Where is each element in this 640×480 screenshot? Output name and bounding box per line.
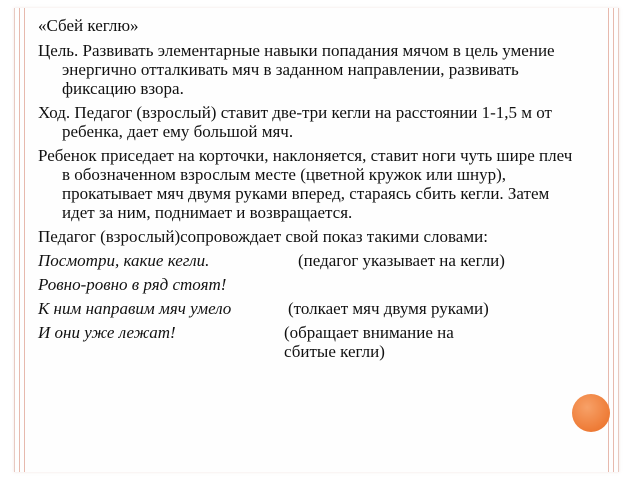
slide-content xyxy=(38,16,578,366)
orange-circle-decoration xyxy=(572,394,610,432)
verse-text: К ним направим мяч умело xyxy=(38,299,232,318)
verse-note: (толкает мяч двумя руками) xyxy=(288,299,489,318)
goal-paragraph: Цель. Развивать элементарные навыки попадания мячом в цель умение энергично отталкивать мяч в заданном направлении, развивать фиксацию взора. xyxy=(38,41,555,98)
verse-text: Посмотри, какие кегли. xyxy=(38,251,210,270)
procedure-paragraph: Ход. Педагог (взрослый) ставит две-три кегли на расстоянии 1-1,5 м от ребенка, дает ему большой мяч. xyxy=(38,103,552,141)
verse-note: (обращает внимание на сбитые кегли) xyxy=(284,323,454,361)
right-border-line xyxy=(608,8,609,472)
left-border-line xyxy=(24,8,25,472)
teacher-words-paragraph: Педагог (взрослый)сопровождает свой показ такими словами: xyxy=(38,227,488,246)
child-action-paragraph: Ребенок приседает на корточки, наклоняется, ставит ноги чуть шире плеч в обозначенном взрослым месте (цветной кружок или шнур), прокатывает мяч двумя руками вперед, стараясь сбить кегли. Затем идет за ним, поднимает и возвращается. xyxy=(38,146,573,222)
verse-text: Ровно-ровно в ряд стоят! xyxy=(38,275,227,294)
game-title: «Сбей кеглю» xyxy=(38,16,139,35)
verse-line xyxy=(38,299,578,318)
verse-text: И они уже лежат! xyxy=(38,323,176,342)
verse-line xyxy=(38,323,578,361)
left-border-line xyxy=(19,8,20,472)
verse-line xyxy=(38,251,578,270)
verse-note: (педагог указывает на кегли) xyxy=(298,251,505,270)
verse-line xyxy=(38,275,578,294)
right-border-line xyxy=(613,8,614,472)
